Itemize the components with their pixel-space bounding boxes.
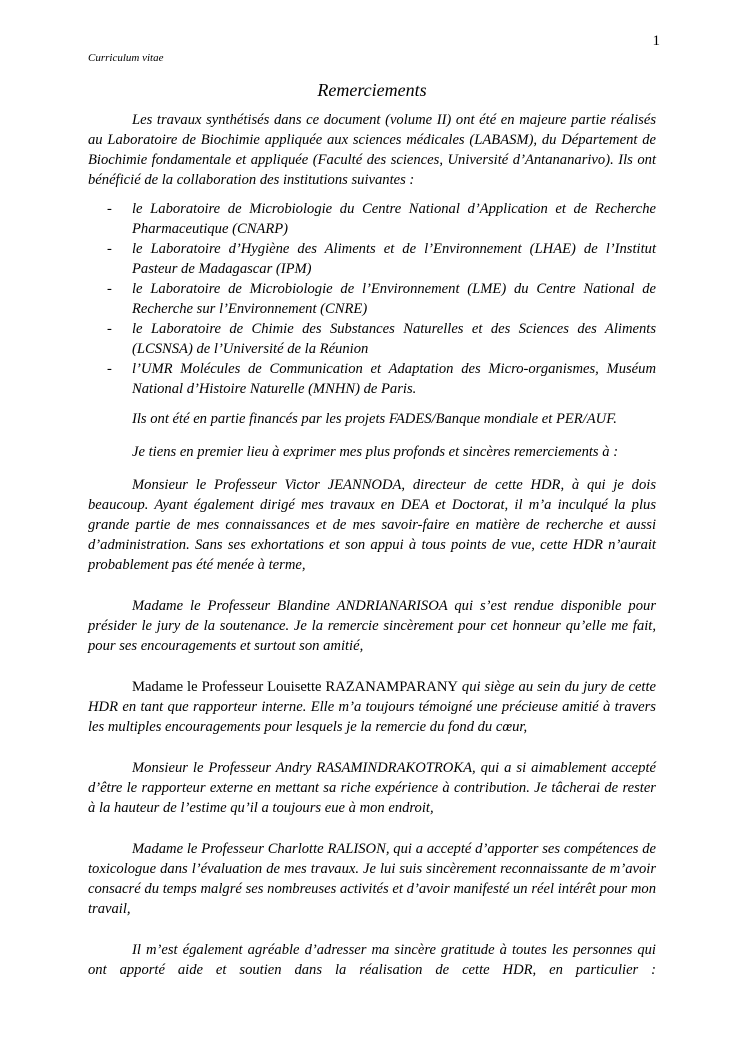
list-dash: -: [107, 241, 112, 257]
page-title: Remerciements: [317, 80, 427, 100]
razanamparany-text: qui siège au sein du jury de cette HDR en tant que rapporteur interne. Elle m’a toujours témoigné une précieuse amitié à travers les multiples encouragements pour lesquels je la remercie du fond du cœur,: [88, 679, 657, 735]
thanks-intro-paragraph: Je tiens en premier lieu à exprimer mes plus profonds et sincères remerciements à :: [132, 444, 619, 460]
razanamparany-name: Madame le Professeur Louisette RAZANAMPARANY: [132, 679, 458, 695]
funding-paragraph: Ils ont été en partie financés par les projets FADES/Banque mondiale et PER/AUF.: [132, 411, 617, 427]
thanks-razanamparany-paragraph: [88, 677, 656, 737]
list-item: [88, 279, 656, 319]
institutions-list: [88, 199, 656, 399]
thanks-jeannoda-paragraph: Monsieur le Professeur Victor JEANNODA, directeur de cette HDR, à qui je dois beaucoup. Ayant également dirigé mes travaux en DEA et Doctorat, il m’a inculqué la plus grande partie de mes connaissances et de mes savoir-faire en matière de recherche et aussi d’administration. Sans ses exhortations et son appui à tous points de vue, cette HDR n’aurait probablement pas été menée à terme,: [88, 477, 656, 573]
page-content: [88, 79, 656, 980]
running-header: Curriculum vitae: [88, 52, 164, 64]
list-item-text: l’UMR Molécules de Communication et Adaptation des Micro-organismes, Muséum National d’Histoire Naturelle (MNHN) de Paris.: [132, 361, 656, 397]
thanks-ralison-paragraph: Madame le Professeur Charlotte RALISON, qui a accepté d’apporter ses compétences de toxicologue dans l’évaluation de mes travaux. Je lui suis sincèrement reconnaissante de m’avoir consacré du temps malgré ses nombreuses activités et d’avoir manifesté un réel intérêt pour mon travail,: [88, 841, 656, 917]
thanks-andrianarisoa-paragraph: Madame le Professeur Blandine ANDRIANARISOA qui s’est rendue disponible pour présider le jury de la soutenance. Je la remercie sincèrement pour cet honneur qu’elle me fait, pour ses encouragements et surtout son amitié,: [88, 598, 656, 654]
list-item-text: le Laboratoire de Microbiologie de l’Environnement (LME) du Centre National de Recherche sur l’Environnement (CNRE): [132, 281, 656, 317]
list-dash: -: [107, 201, 112, 217]
list-dash: -: [107, 281, 112, 297]
list-dash: -: [107, 361, 112, 377]
list-item-text: le Laboratoire de Microbiologie du Centre National d’Application et de Recherche Pharmaceutique (CNARP): [132, 201, 656, 237]
list-item: [88, 239, 656, 279]
thanks-rasamindrakotroka-paragraph: Monsieur le Professeur Andry RASAMINDRAKOTROKA, qui a si aimablement accepté d’être le rapporteur externe en mettant sa riche expérience à contribution. Je tâcherai de rester à la hauteur de l’estime qu’il a toujours eue à mon endroit,: [88, 760, 656, 816]
gratitude-paragraph: Il m’est également agréable d’adresser ma sincère gratitude à toutes les personnes qui ont apporté aide et soutien dans la réalisation de cette HDR, en particulier :: [88, 942, 656, 978]
page-number: 1: [652, 33, 660, 49]
intro-paragraph: Les travaux synthétisés dans ce document (volume II) ont été en majeure partie réalisés au Laboratoire de Biochimie appliquée aux sciences médicales (LABASM), du Département de Biochimie fondamentale et appliquée (Faculté des sciences, Université d’Antananarivo). Ils ont bénéficié de la collaboration des institutions suivantes :: [88, 112, 656, 188]
list-item: [88, 199, 656, 239]
list-item: [88, 319, 656, 359]
list-item-text: le Laboratoire de Chimie des Substances Naturelles et des Sciences des Aliments (LCSNSA) de l’Université de la Réunion: [132, 321, 656, 357]
list-item-text: le Laboratoire d’Hygiène des Aliments et de l’Environnement (LHAE) de l’Institut Pasteur de Madagascar (IPM): [132, 241, 656, 277]
list-dash: -: [107, 321, 112, 337]
list-item: [88, 359, 656, 399]
